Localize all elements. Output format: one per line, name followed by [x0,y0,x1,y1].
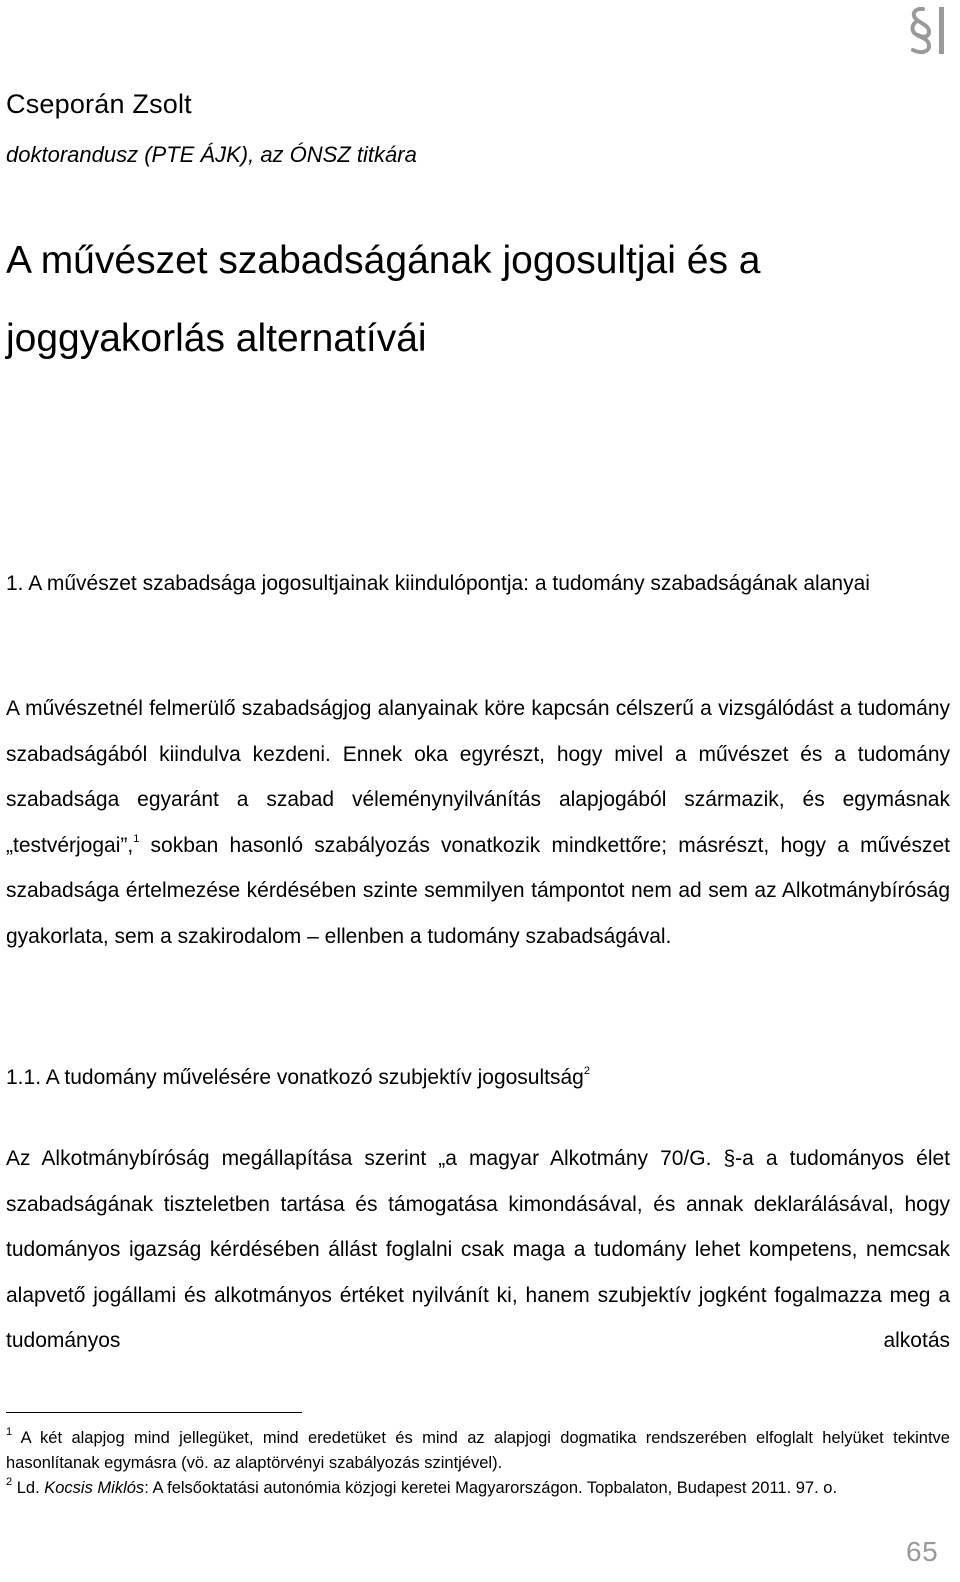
footnote-ref-1[interactable]: 1 [133,832,140,845]
section-1-paragraph-text-a: A művészetnél felmerülő szabadságjog alanyainak köre kapcsán célszerű a vizsgálódást a tudomány szabadságából kiindulva kezdeni. Ennek oka egyrészt, hogy mivel a művészet és a tudomány szabadsága egyaránt a szabad véleménynyilvánítás alapjogából származik, és egymásnak „testvérjogai”, [6,697,950,857]
footnote-2-text: : A felsőoktatási autonómia közjogi keretei Magyarországon. Topbalaton, Budapest 2011. 97. o. [144,1479,838,1497]
article-title: A művészet szabadságának jogosultjai és a joggyakorlás alternatívái [6,239,761,360]
footnote-1-text: A két alapjog mind jellegüket, mind eredetüket és mind az alapjogi dogmatika rendszerében elfoglalt helyüket tekintve hasonlítanak egymásra (vö. az alaptörvényi szabályozás szintjével). [6,1429,950,1472]
footnote-1-number: 1 [6,1425,13,1438]
section-1-1-heading-text: 1.1. A tudomány művelésére vonatkozó szubjektív jogosultság [6,1066,584,1089]
footnote-2 [6,1476,950,1501]
section-1-heading: 1. A művészet szabadsága jogosultjainak kiindulópontja: a tudomány szabadságának alanyai [6,572,870,595]
footnote-divider [6,1412,302,1413]
author-name: Cseporán Zsolt [6,89,192,119]
footnote-2-author: Kocsis Miklós [44,1479,145,1497]
footnote-2-prefix: Ld. [16,1479,45,1497]
author-affiliation: doktorandusz (PTE ÁJK), az ÓNSZ titkára [6,142,417,167]
footnote-ref-2[interactable]: 2 [583,1065,590,1077]
section-1-paragraph-text-b: sokban hasonló szabályozás vonatkozik mindkettőre; másrészt, hogy a művészet szabadsága értelmezése kérdésében szinte semmilyen támpontot nem ad sem az Alkotmánybíróság gyakorlata, sem a szakirodalom – ellenben a tudomány szabadságával. [6,833,950,948]
footnote-2-number: 2 [6,1475,13,1488]
footnote-1 [6,1426,950,1476]
section-1-paragraph [6,686,950,959]
section-sign-logo-icon [905,4,953,56]
section-1-1-heading [6,1058,590,1098]
page-number: 65 [906,1536,939,1567]
section-1-1-paragraph: Az Alkotmánybíróság megállapítása szerint „a magyar Alkotmány 70/G. §-a a tudományos élet szabadságának tiszteletben tartása és támogatása kimondásával, és annak deklarálásával, hogy tudományos igazság kérdésében állást foglalni csak maga a tudomány lehet kompetens, nemcsak alapvető jogállami és alkotmányos értéket nyilvánít ki, hanem szubjektív jogként fogalmazza meg a tudományos alkotás [6,1147,950,1352]
